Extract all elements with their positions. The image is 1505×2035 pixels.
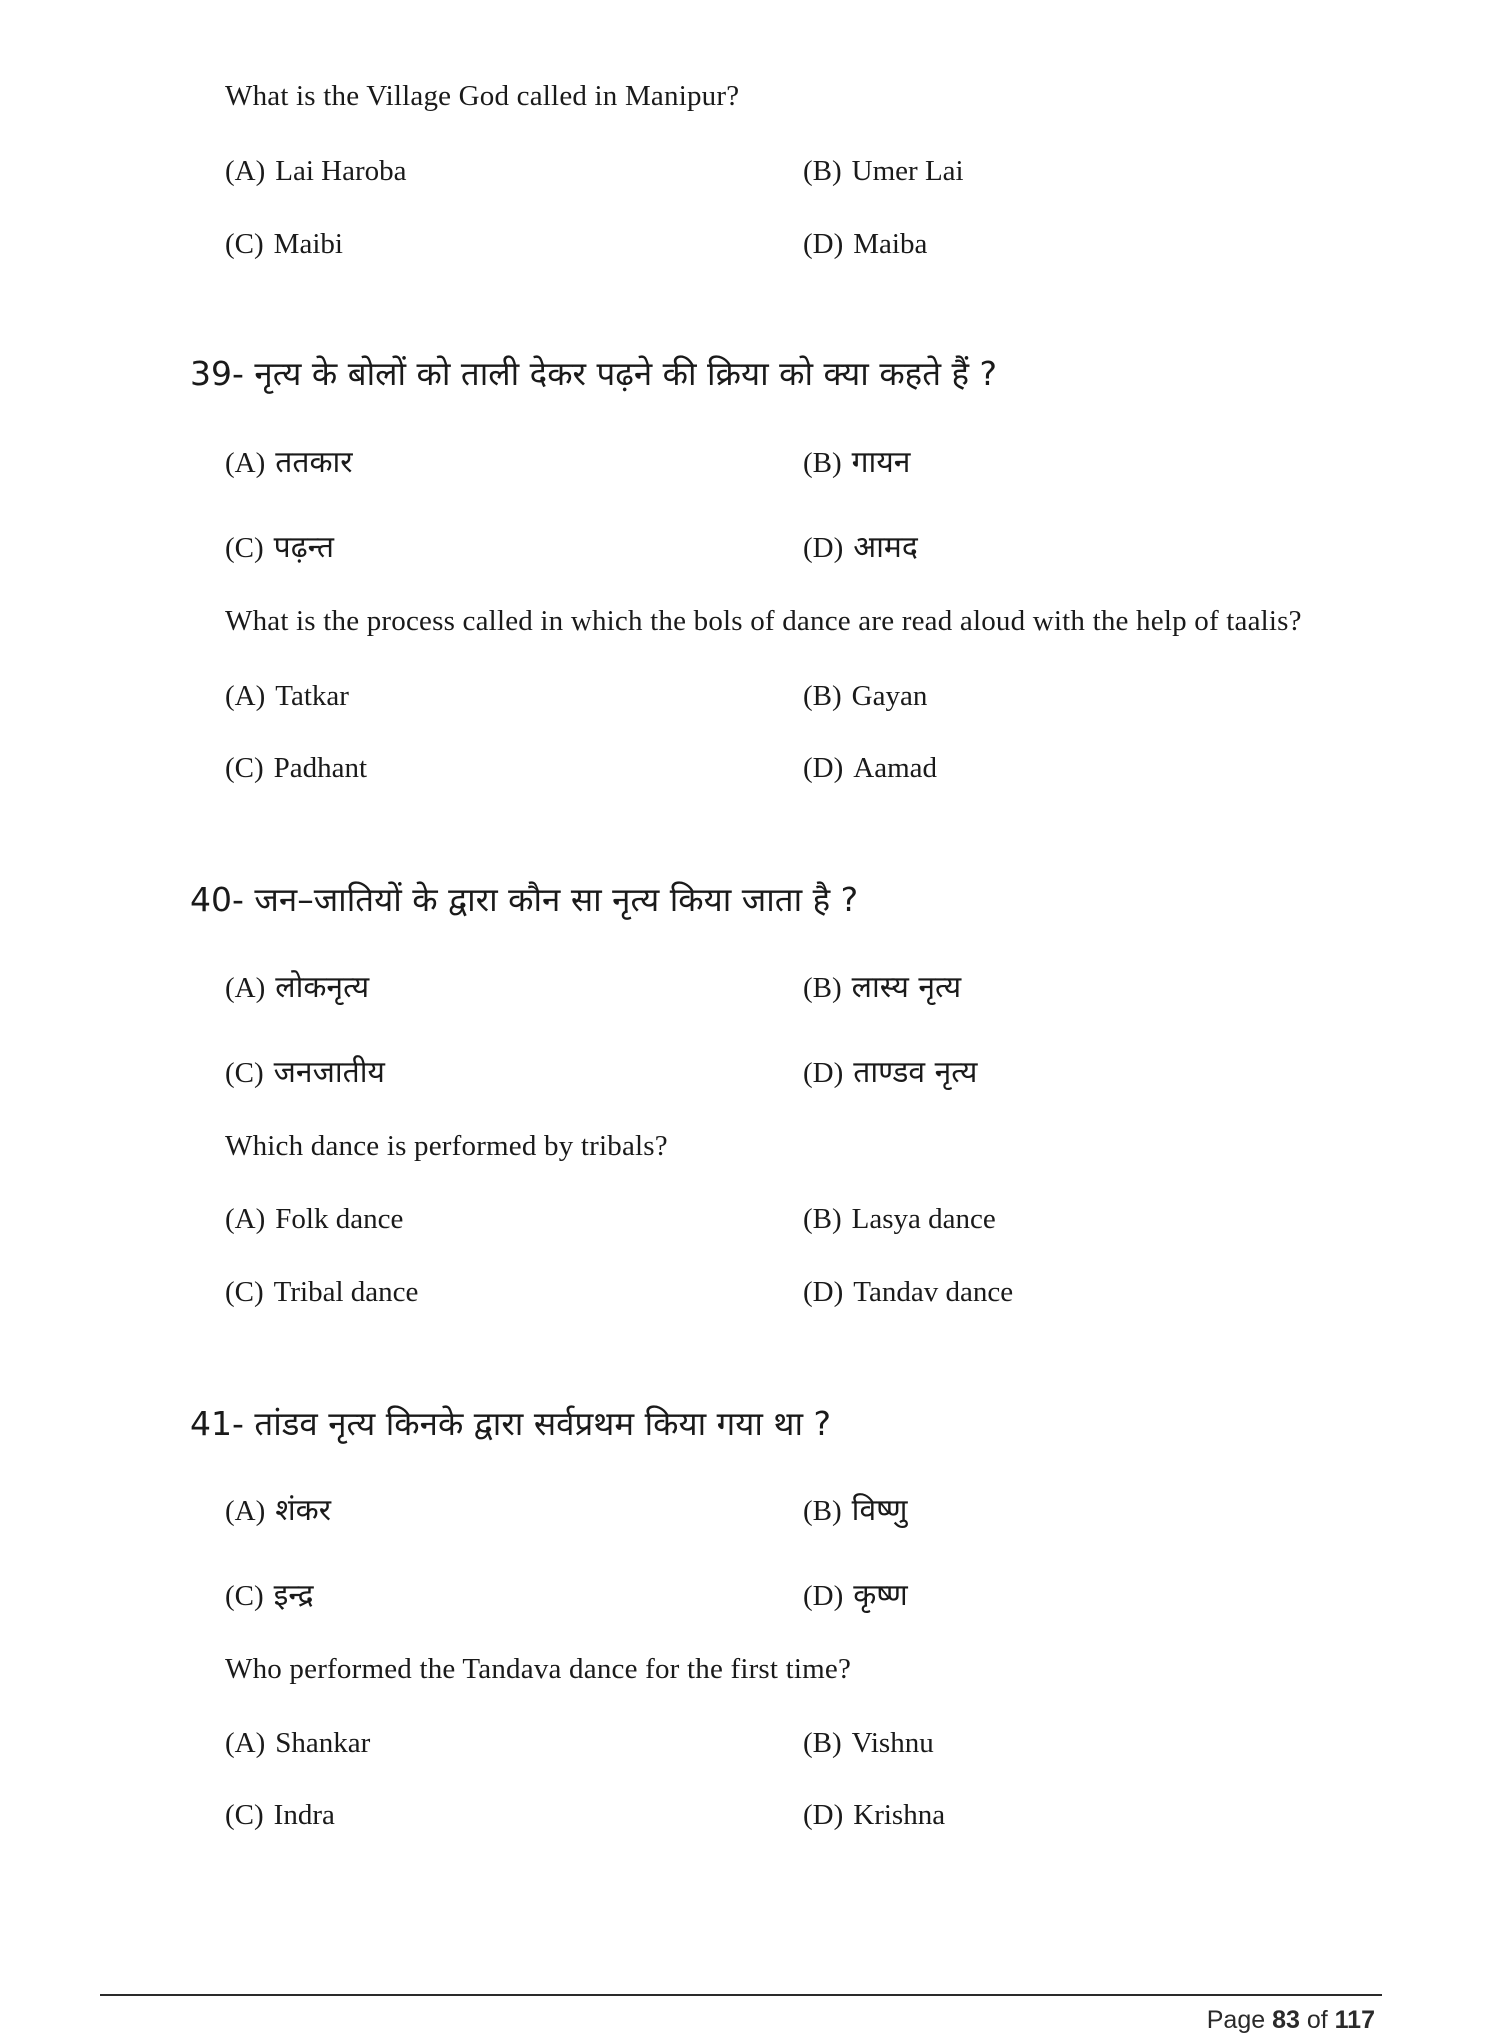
q40-question-hi: 40- जन–जातियों के द्वारा कौन सा नृत्य किया जाता है ? (190, 880, 859, 919)
option-label: (A) (225, 972, 266, 1004)
option-text: कृष्ण (853, 1578, 908, 1613)
total-pages: 117 (1334, 2006, 1375, 2034)
option-label: (B) (803, 155, 842, 187)
q40-hi-option-d (803, 1050, 977, 1091)
q38-option-c (225, 228, 343, 261)
option-text: Lasya dance (851, 1203, 996, 1235)
option-text: Padhant (273, 752, 368, 784)
option-text: शंकर (275, 1493, 331, 1528)
q38-option-b (803, 155, 964, 188)
option-text: Aamad (853, 752, 938, 784)
q38-question-en: What is the Village God called in Manipur? (225, 80, 740, 112)
option-text: ततकार (275, 445, 353, 480)
option-label: (C) (225, 532, 264, 564)
option-text: लास्य नृत्य (851, 970, 962, 1005)
option-text: Lai Haroba (275, 155, 407, 187)
option-label: (A) (225, 1495, 266, 1527)
option-label: (B) (803, 447, 842, 479)
option-text: ताण्डव नृत्य (853, 1055, 978, 1090)
q39-hi-option-c (225, 525, 334, 566)
option-text: Tandav dance (853, 1276, 1014, 1308)
q38-option-a (225, 155, 407, 188)
option-text: लोकनृत्य (275, 970, 370, 1005)
option-label: (A) (225, 1203, 266, 1235)
option-label: (C) (225, 1799, 264, 1831)
q38-option-d (803, 228, 927, 261)
q40-hi-option-c (225, 1050, 385, 1091)
option-text: आमद (853, 530, 918, 565)
q40-en-option-d (803, 1276, 1013, 1309)
option-label: (D) (803, 1580, 844, 1612)
option-label: (C) (225, 1276, 264, 1308)
option-text: Maibi (273, 228, 343, 260)
q41-en-option-a (225, 1727, 370, 1760)
q39-en-option-b (803, 680, 927, 713)
option-label: (C) (225, 1057, 264, 1089)
q41-question-hi: 41- तांडव नृत्य किनके द्वारा सर्वप्रथम किया गया था ? (190, 1404, 832, 1443)
option-label: (C) (225, 228, 264, 260)
option-label: (A) (225, 1727, 266, 1759)
q39-hi-option-a (225, 440, 353, 481)
q40-en-option-a (225, 1203, 403, 1236)
q40-hi-option-b (803, 965, 961, 1006)
option-text: जनजातीय (273, 1055, 385, 1090)
option-label: (C) (225, 1580, 264, 1612)
option-label: (D) (803, 1276, 844, 1308)
option-text: Folk dance (275, 1203, 404, 1235)
option-label: (B) (803, 1727, 842, 1759)
option-text: Tribal dance (273, 1276, 419, 1308)
option-text: Indra (273, 1799, 335, 1831)
option-text: Tatkar (275, 680, 349, 712)
option-label: (A) (225, 680, 266, 712)
of-word: of (1306, 2006, 1328, 2034)
footer-divider (100, 1994, 1382, 1996)
q41-hi-option-c (225, 1573, 314, 1614)
q39-question-hi: 39- नृत्य के बोलों को ताली देकर पढ़ने की क्रिया को क्या कहते हैं ? (190, 354, 998, 393)
option-text: Maiba (853, 228, 928, 260)
option-text: पढ़न्त (273, 530, 334, 565)
q39-en-option-c (225, 752, 367, 785)
option-label: (B) (803, 972, 842, 1004)
page-word: Page (1206, 2006, 1266, 2034)
option-label: (C) (225, 752, 264, 784)
option-label: (B) (803, 1203, 842, 1235)
option-text: Umer Lai (851, 155, 964, 187)
q39-en-option-a (225, 680, 349, 713)
option-label: (A) (225, 155, 266, 187)
option-label: (B) (803, 680, 842, 712)
page-number: 83 (1272, 2006, 1300, 2034)
q41-en-option-d (803, 1799, 945, 1832)
q39-en-option-d (803, 752, 937, 785)
option-text: Shankar (275, 1727, 371, 1759)
option-text: विष्णु (851, 1493, 908, 1528)
q41-question-en: Who performed the Tandava dance for the first time? (225, 1653, 852, 1685)
option-label: (D) (803, 532, 844, 564)
q41-hi-option-d (803, 1573, 908, 1614)
option-label: (D) (803, 752, 844, 784)
option-text: गायन (851, 445, 911, 480)
q41-en-option-b (803, 1727, 934, 1760)
q40-question-en: Which dance is performed by tribals? (225, 1130, 668, 1162)
q41-en-option-c (225, 1799, 335, 1832)
q40-en-option-b (803, 1203, 996, 1236)
option-label: (D) (803, 228, 844, 260)
page-footer (1207, 2006, 1375, 2035)
option-text: इन्द्र (273, 1578, 314, 1613)
q39-hi-option-d (803, 525, 918, 566)
option-text: Gayan (851, 680, 928, 712)
option-label: (D) (803, 1057, 844, 1089)
q39-hi-option-b (803, 440, 910, 481)
q40-hi-option-a (225, 965, 369, 1006)
q41-hi-option-b (803, 1488, 907, 1529)
q39-question-en: What is the process called in which the bols of dance are read aloud with the help of taalis? (225, 605, 1302, 637)
option-text: Krishna (853, 1799, 946, 1831)
option-label: (A) (225, 447, 266, 479)
q40-en-option-c (225, 1276, 418, 1309)
option-text: Vishnu (851, 1727, 934, 1759)
option-label: (B) (803, 1495, 842, 1527)
q41-hi-option-a (225, 1488, 331, 1529)
option-label: (D) (803, 1799, 844, 1831)
